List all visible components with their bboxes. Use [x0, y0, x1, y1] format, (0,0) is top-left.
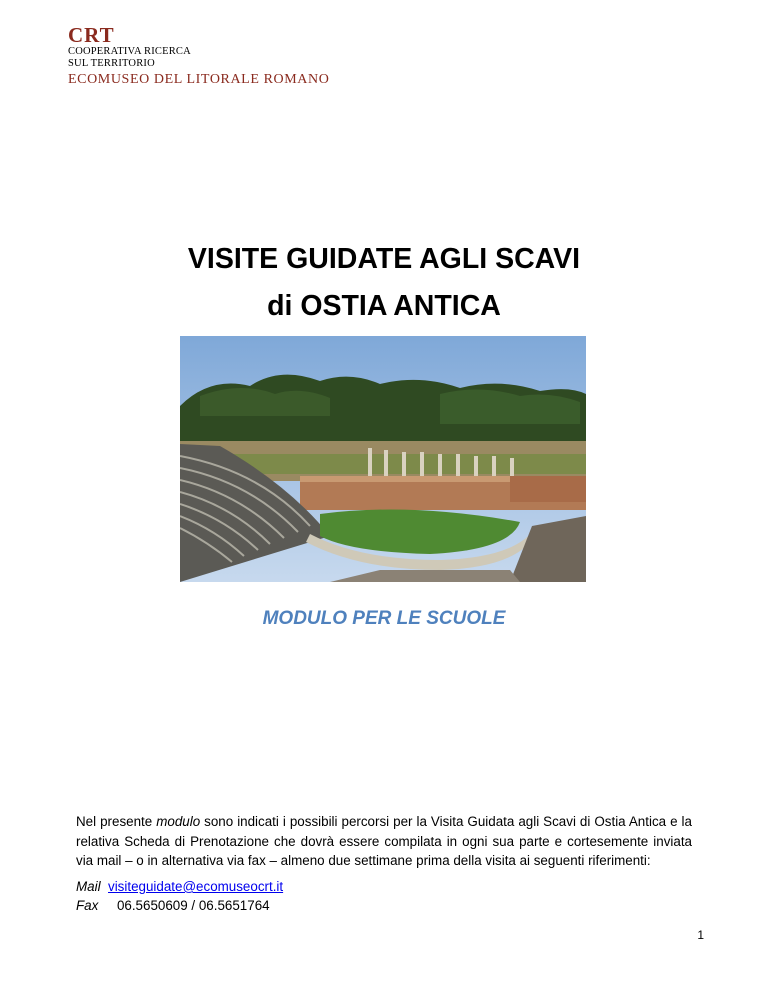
intro-paragraph — [76, 812, 692, 871]
page-title-line-2: di OSTIA ANTICA — [267, 290, 501, 322]
logo-crt-text: CRT — [68, 23, 115, 47]
logo-line-2: SUL TERRITORIO — [68, 58, 155, 69]
logo-ecomuseo: ECOMUSEO DEL LITORALE ROMANO — [68, 72, 330, 87]
module-subtitle: MODULO PER LE SCUOLE — [262, 608, 506, 629]
ostia-theatre-photo — [180, 336, 586, 582]
page-title-line-1: VISITE GUIDATE AGLI SCAVI — [187, 243, 581, 275]
crt-logo — [68, 24, 329, 88]
logo-line-1: COOPERATIVA RICERCA — [68, 46, 191, 57]
mail-link[interactable]: visiteguidate@ecomuseocrt.it — [108, 879, 284, 894]
fax-row — [76, 896, 270, 915]
fax-label: Fax — [76, 898, 99, 913]
mail-label: Mail — [76, 879, 101, 894]
intro-text-after: sono indicati i possibili percorsi per la Visita Guidata agli Scavi di Ostia Antica e la relativa Scheda di Prenotazione che dovrà essere compilata in ogni sua parte e cortesemente inviata via mail – o in alternativa via fax – almeno due settimane prima della visita ai seguenti riferimenti: — [76, 814, 692, 868]
intro-text-before: Nel presente — [76, 814, 157, 829]
theatre-illustration — [180, 336, 586, 582]
page-number: 1 — [697, 928, 704, 942]
fax-number: 06.5650609 / 06.5651764 — [116, 898, 270, 913]
intro-emphasis: modulo — [156, 814, 201, 829]
mail-row — [76, 877, 283, 896]
